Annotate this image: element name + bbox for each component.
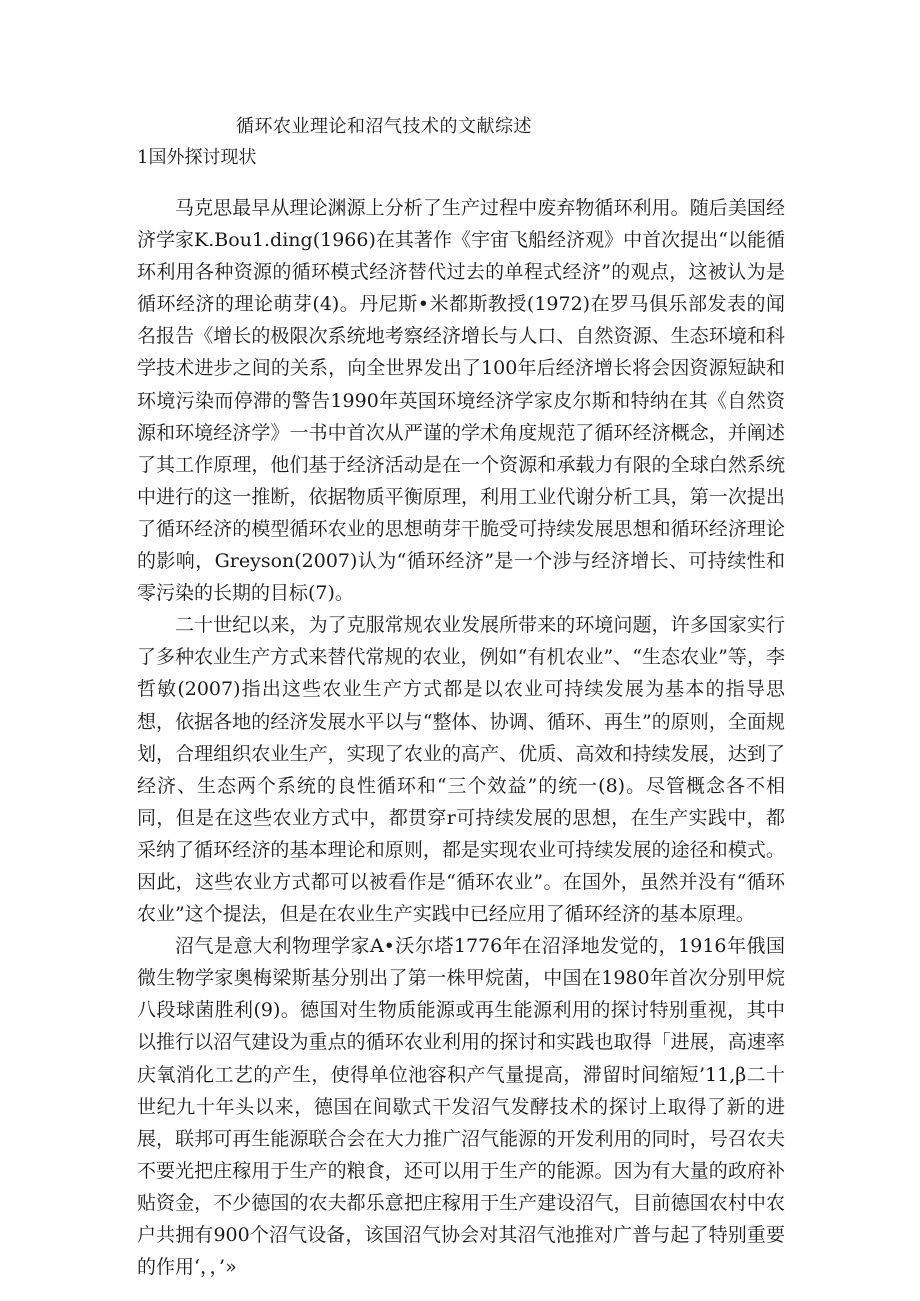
document-title: 循环农业理论和沼气技术的文献综述 [236, 116, 532, 137]
document-body [137, 192, 785, 1283]
paragraph-1: 马克思最早从理论渊源上分析了生产过程中废弃物循环利用。随后美国经济学家K.Bou1.ding(1966)在其著作《宇宙飞船经济观》中首次提出“以能循环利用各种资源的循环模式经济替代过去的单程式经济”的观点，这被认为是循环经济的理论萌芽(4)。丹尼斯•米都斯教授(1972)在罗马俱乐部发表的闻名报告《增长的极限次系统地考察经济增长与人口、自然资源、生态环境和科学技术进步之间的关系，向全世界发出了100年后经济增长将会因资源短缺和环境污染而停滞的警告1990年英国环境经济学家皮尔斯和特纳在其《自然资源和环境经济学》一书中首次从严谨的学术角度规范了循环经济概念，并阐述了其工作原理，他们基于经济活动是在一个资源和承载力有限的全球白然系统中进行的这一推断，依据物质平衡原理，利用工业代谢分析工具，第一次提出了循环经济的模型循环农业的思想萌芽干脆受可持续发展思想和循环经济理论的影响，Greyson(2007)认为“循环经济”是一个涉与经济增长、可持续性和零污染的长期的目标(7)。 [137, 197, 785, 605]
section-heading: 1国外探讨现状 [137, 147, 257, 168]
paragraph-2: 二十世纪以来，为了克服常规农业发展所带来的环境问题，许多国家实行了多种农业生产方式来替代常规的农业，例如“有机农业”、“生态农业”等，李哲敏(2007)指出这些农业生产方式都是以农业可持续发展为基本的指导思想，依据各地的经济发展水平以与“整体、协调、循环、再生”的原则，全面规划，合理组织农业生产，实现了农业的高产、优质、高效和持续发展，达到了经济、生态两个系统的良性循环和“三个效益”的统一(8)。尽管概念各不相同，但是在这些农业方式中，都贯穿r可持续发展的思想，在生产实践中，都采纳了循环经济的基本理论和原则，都是实现农业可持续发展的途径和模式。因此，这些农业方式都可以被看作是“循环农业”。在国外，虽然并没有“循环农业”这个提法，但是在农业生产实践中已经应用了循环经济的基本原理。 [137, 614, 785, 926]
paragraph-3: 沼气是意大利物理学家A•沃尔塔1776年在沼泽地发觉的，1916年俄国微生物学家奥梅梁斯基分别出了第一株甲烷菌，中国在1980年首次分别甲烷八段球菌胜利(9)。德国对生物质能源或再生能源利用的探讨特别重视，其中以推行以沼气建设为重点的循环农业利用的探讨和实践也取得「进展，高速率庆氧消化工艺的产生，使得单位池容积产气量提高，滞留时间缩短’11,β二十世纪九十年头以来，德国在间歇式干发沼气发酵技术的探讨上取得了新的进展，联邦可再生能源联合会在大力推广沼气能源的开发利用的同时，号召农夫不要光把庄稼用于生产的粮食，还可以用于生产的能源。因为有大量的政府补贴资金，不少德国的农夫都乐意把庄稼用于生产建设沼气，目前德国农村中农户共拥有900个沼气设备，该国沼气协会对其沼气池推对广普与起了特别重要的作用‘，，’» [137, 935, 785, 1279]
